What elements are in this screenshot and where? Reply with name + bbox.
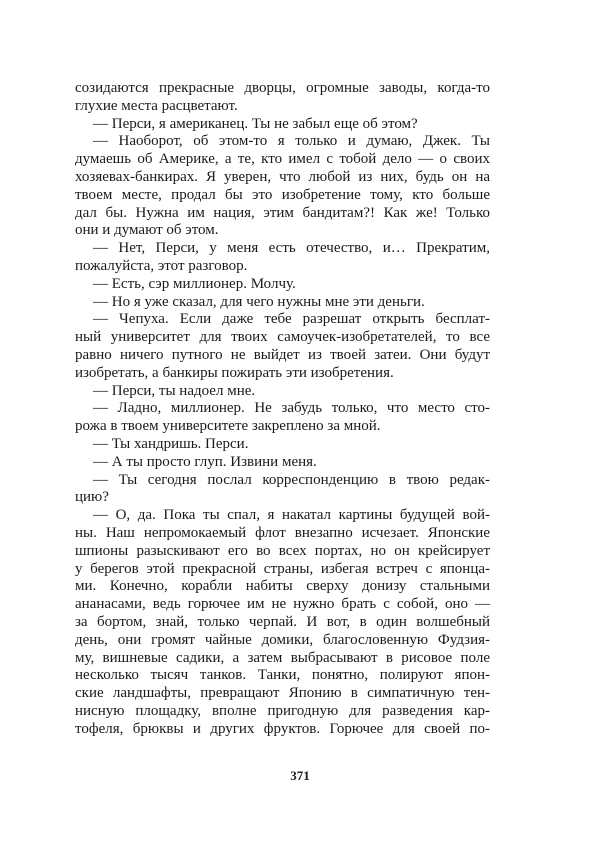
text-line: — Перси, я американец. Ты не забыл еще об этом? <box>93 115 418 132</box>
text-line: му, вишневые садики, а затем выбрасывают в рисовое поле <box>75 649 490 666</box>
text-line: — Чепуха. Если даже тебе разрешат открыть бесплат- <box>93 311 490 328</box>
text-line: — Ты сегодня послал корреспонденцию в твою редак- <box>93 471 490 488</box>
text-line: — Наоборот, об этом-то я только и думаю, Джек. Ты <box>93 133 490 150</box>
text-line: — Есть, сэр миллионер. Молчу. <box>93 275 296 292</box>
text-line: глухие места расцветают. <box>75 97 238 114</box>
text-line: ские ландшафты, превращают Японию в симпатичную тен- <box>75 685 490 702</box>
text-line: — Но я уже сказал, для чего нужны мне эти деньги. <box>93 293 425 310</box>
text-line: ананасами, ведь горючее им не нужно брать с собой, оно — <box>75 596 490 613</box>
body-text <box>75 80 490 738</box>
text-line: твоем месте, продал бы это изобретение тому, кто больше <box>75 186 490 203</box>
text-line: ми. Конечно, корабли набиты сверху донизу стальными <box>75 578 490 595</box>
text-line: несколько тысяч танков. Танки, понятно, полируют япон- <box>75 667 490 684</box>
text-line: рожа в твоем университете закреплено за мной. <box>75 418 381 435</box>
text-line: равно ничего путного не выйдет из твоей затеи. Они будут <box>75 346 490 363</box>
text-line: — Ладно, миллионер. Не забудь только, что место сто- <box>93 400 490 417</box>
text-line: шпионы разыскивают его во всех портах, но он крейсирует <box>75 542 490 559</box>
text-line: — А ты просто глуп. Извини меня. <box>93 453 317 470</box>
text-line: цию? <box>75 489 109 506</box>
text-line: день, они громят чайные домики, благословенную Фудзия- <box>75 631 490 648</box>
text-line: созидаются прекрасные дворцы, огромные заводы, когда-то <box>75 80 490 96</box>
text-line: тофеля, брюквы и других фруктов. Горючее для своей по- <box>75 720 490 737</box>
text-line: пожалуйста, этот разговор. <box>75 257 248 274</box>
text-line: за бортом, знай, только черпай. И вот, в один волшебный <box>75 613 490 630</box>
text-line: — О, да. Пока ты спал, я накатал картины будущей вой- <box>93 507 490 524</box>
text-line: ны. Наш непромокаемый флот внезапно исчезает. Японские <box>75 524 490 541</box>
text-line: ный университет для твоих самоучек-изобретателей, то все <box>75 329 490 346</box>
page-number: 371 <box>290 768 310 783</box>
text-line: дал бы. Нужна им нация, этим бандитам?! Как же! Только <box>75 204 490 221</box>
text-line: думаешь об Америке, а те, кто имел с тобой дело — о своих <box>75 151 490 168</box>
text-line: хозяевах-банкирах. Я уверен, что любой из них, будь он на <box>75 168 490 185</box>
text-line: они и думают об этом. <box>75 222 219 239</box>
text-line: нисную площадку, вполне пригодную для разведения кар- <box>75 702 490 719</box>
text-line: — Ты хандришь. Перси. <box>93 435 249 452</box>
text-line: изобретать, а банкиры пожирать эти изобретения. <box>75 364 394 381</box>
text-line: — Перси, ты надоел мне. <box>93 382 256 399</box>
text-line: — Нет, Перси, у меня есть отечество, и… Прекратим, <box>93 240 490 257</box>
text-line: у берегов этой прекрасной страны, избегая встреч с японца- <box>75 560 490 577</box>
